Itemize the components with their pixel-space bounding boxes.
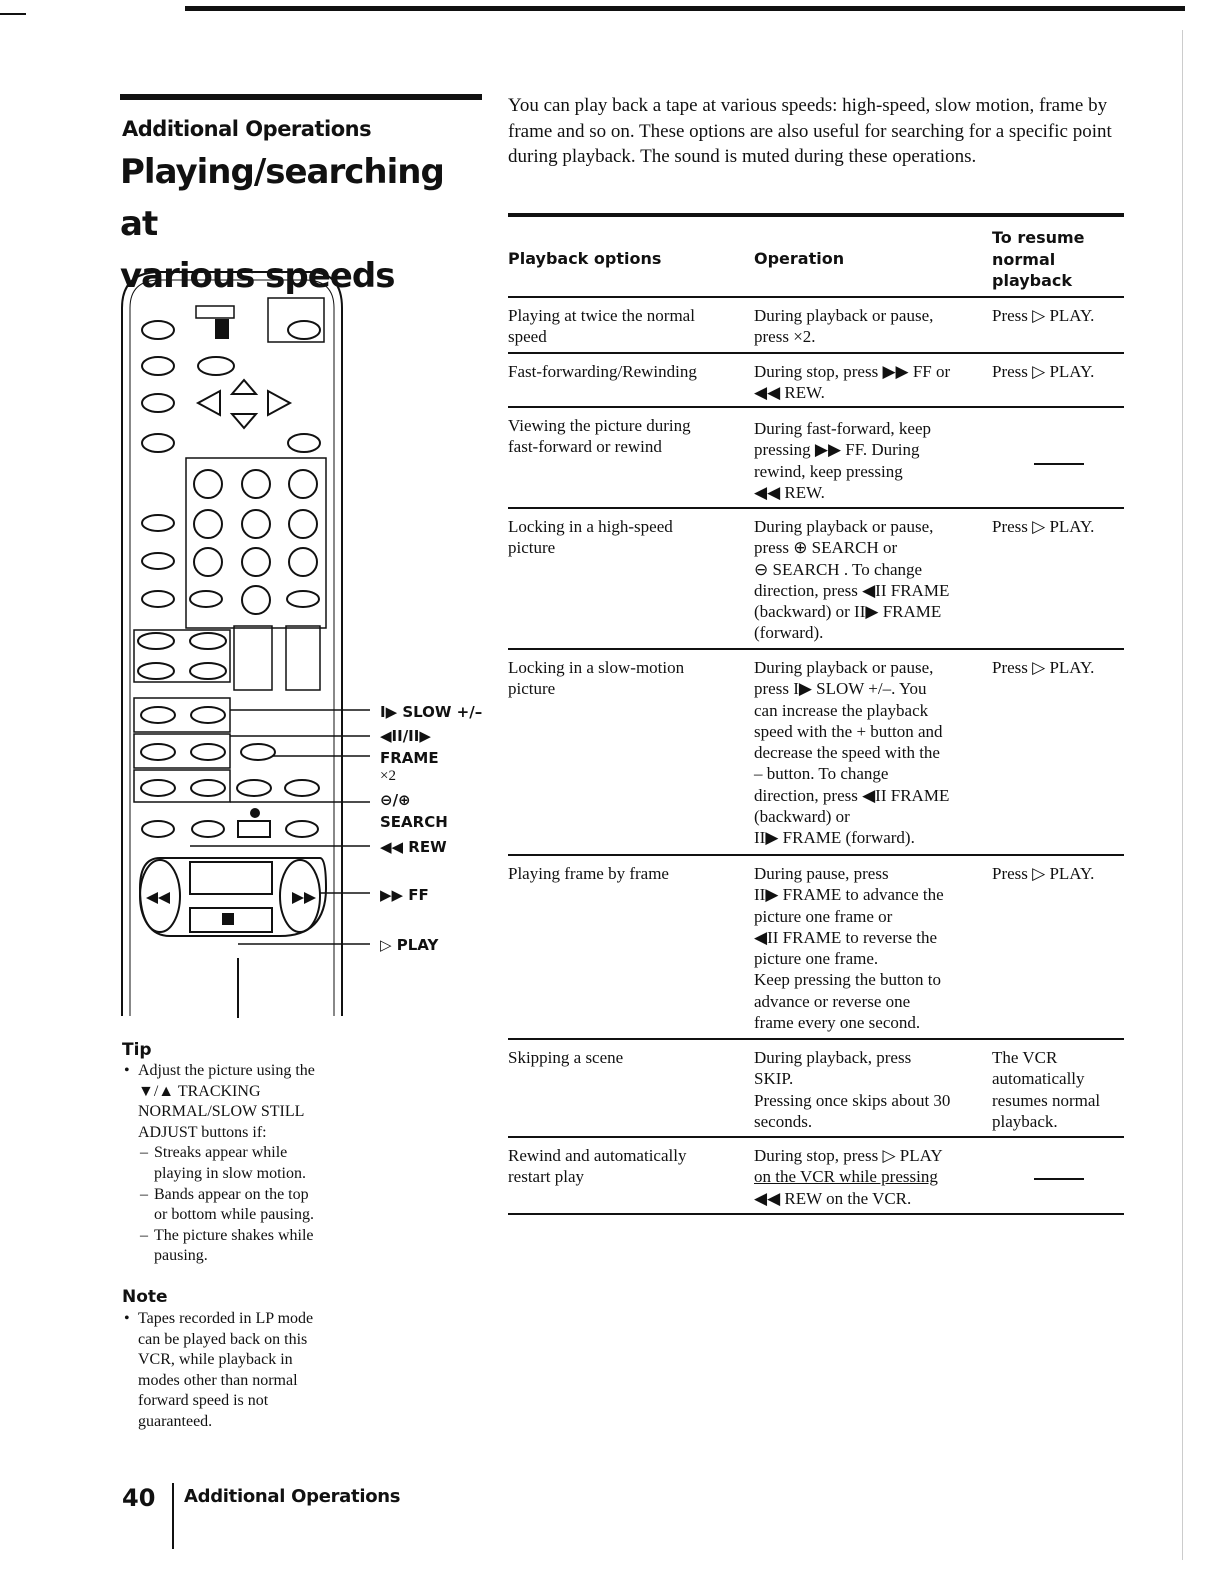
footer-section: Additional Operations xyxy=(184,1486,401,1507)
note-line: guaranteed. xyxy=(138,1412,213,1430)
tip-bullet xyxy=(122,1061,352,1143)
note-line: can be played back on this xyxy=(138,1330,308,1348)
table-row-resume xyxy=(992,305,1122,326)
table-row-option xyxy=(508,305,738,348)
table-row-option xyxy=(508,1047,738,1068)
cell-line: II▶ FRAME to advance the xyxy=(754,885,944,905)
cell-line: Keep pressing the button to xyxy=(754,970,941,990)
cell-line: pressing ▶▶ FF. During xyxy=(754,440,920,460)
cell-line: fast-forward or rewind xyxy=(508,437,662,457)
table-row-option xyxy=(508,516,738,559)
cell-line: During pause, press xyxy=(754,864,889,883)
cell-line: During playback or pause, xyxy=(754,306,934,325)
cell-line: decrease the speed with the xyxy=(754,743,940,763)
note-line: modes other than normal xyxy=(138,1371,298,1389)
cell-line: Locking in a high-speed xyxy=(508,517,673,536)
cell-line: picture one frame. xyxy=(754,949,879,969)
intro-paragraph: You can play back a tape at various speeds: high-speed, slow motion, frame by frame and so on. These options are also useful for searching for a specific point during playback. The sound is muted during these operations. xyxy=(508,95,1112,167)
table-row-operation xyxy=(754,305,979,348)
row-divider xyxy=(508,507,1124,509)
cell-line: picture xyxy=(508,679,556,699)
page-edge xyxy=(1182,30,1183,1560)
cell-line: press ×2. xyxy=(754,327,816,347)
note-bullet xyxy=(122,1309,352,1433)
row-divider xyxy=(508,1136,1124,1138)
cell-line: press I▶ SLOW +/–. You xyxy=(754,679,927,699)
row-divider xyxy=(508,648,1124,650)
table-row-operation xyxy=(754,516,979,644)
cell-line: press ⊕ SEARCH or xyxy=(754,538,898,558)
cell-line: direction, press ◀II FRAME xyxy=(754,785,950,805)
title-line-2: various speeds xyxy=(120,256,395,296)
cell-line: (backward) or xyxy=(754,807,850,827)
cell-line: Rewind and automatically xyxy=(508,1146,687,1165)
cell-line: ◀◀ REW on the VCR. xyxy=(754,1188,912,1208)
note-line: • Tapes recorded in LP mode xyxy=(138,1310,314,1327)
table-row-option xyxy=(508,1145,738,1188)
callout-frame-symbols: ◀II/II▶ xyxy=(380,727,431,745)
table-row-resume xyxy=(992,863,1122,884)
cell-line: During stop, press ▷ PLAY xyxy=(754,1146,943,1165)
tip-body xyxy=(122,1061,352,1267)
cell-line: During playback, press xyxy=(754,1048,912,1067)
table-row-option xyxy=(508,657,738,700)
cell-line: on the VCR while pressing xyxy=(754,1167,938,1187)
tip-line: – Bands appear on the top xyxy=(154,1185,309,1203)
cell-line: picture xyxy=(508,538,556,558)
table-row-resume xyxy=(992,657,1122,678)
cell-line: Viewing the picture during xyxy=(508,416,691,435)
note-line: VCR, while playback in xyxy=(138,1351,293,1369)
callout-search-word: SEARCH xyxy=(380,813,448,831)
cell-line: ◀◀ REW. xyxy=(754,482,825,502)
cell-line: speed xyxy=(508,327,547,347)
callout-frame-word: FRAME xyxy=(380,749,439,767)
cell-line: Locking in a slow-motion xyxy=(508,658,685,677)
cell-line: frame every one second. xyxy=(754,1013,921,1033)
cell-line: direction, press ◀II FRAME xyxy=(754,580,950,600)
callout-slow: I▶ SLOW +/– xyxy=(380,703,483,721)
top-rule xyxy=(185,6,1185,11)
header-resume xyxy=(992,227,1122,292)
table-row-operation xyxy=(754,361,979,404)
corner-mark xyxy=(0,13,26,15)
no-resume-dash xyxy=(1034,1178,1084,1180)
note-heading: Note xyxy=(122,1287,168,1307)
cell-line: restart play xyxy=(508,1167,584,1187)
table-row-operation xyxy=(754,1145,979,1209)
table-row-resume xyxy=(992,516,1122,537)
table-row-resume xyxy=(992,1047,1122,1132)
tip-line: • Adjust the picture using the xyxy=(138,1062,315,1079)
tip-line: ADJUST buttons if: xyxy=(138,1123,267,1141)
cell-line: Press ▷ PLAY. xyxy=(992,362,1095,381)
row-divider xyxy=(508,1038,1124,1040)
cell-line: (backward) or II▶ FRAME xyxy=(754,602,942,622)
callout-play: ▷ PLAY xyxy=(380,936,439,954)
table-row-option xyxy=(508,361,738,382)
cell-line: Press ▷ PLAY. xyxy=(992,864,1095,883)
tip-line: – The picture shakes while xyxy=(154,1226,314,1244)
cell-line: – button. To change xyxy=(754,764,889,784)
cell-line: ◀◀ REW. xyxy=(754,383,825,403)
cell-line: can increase the playback xyxy=(754,700,929,720)
table-row-resume xyxy=(992,361,1122,382)
table-top-rule xyxy=(508,213,1124,217)
table-row-option xyxy=(508,415,738,458)
row-divider xyxy=(508,352,1124,354)
tip-line: or bottom while pausing. xyxy=(154,1206,314,1224)
cell-line: During stop, press ▶▶ FF or xyxy=(754,362,951,381)
table-bottom-rule xyxy=(508,1213,1124,1215)
cell-line: During fast-forward, keep xyxy=(754,419,932,438)
row-divider xyxy=(508,854,1124,856)
cell-line: rewind, keep pressing xyxy=(754,461,903,481)
tip-heading: Tip xyxy=(122,1040,152,1060)
tip-subitem xyxy=(122,1143,352,1184)
cell-line: During playback or pause, xyxy=(754,517,934,536)
tip-subitem xyxy=(122,1185,352,1226)
cell-line: seconds. xyxy=(754,1111,813,1131)
cell-line: The VCR xyxy=(992,1048,1058,1067)
cell-line: II▶ FRAME (forward). xyxy=(754,828,915,848)
tip-line: NORMAL/SLOW STILL xyxy=(138,1103,305,1121)
section-label: Additional Operations xyxy=(122,117,372,141)
callout-x2: ×2 xyxy=(380,768,396,784)
cell-line: ◀II FRAME to reverse the xyxy=(754,927,938,947)
table-row-operation xyxy=(754,1047,979,1132)
cell-line: Pressing once skips about 30 xyxy=(754,1090,951,1110)
header-resume-line: playback xyxy=(992,271,1073,290)
header-operation: Operation xyxy=(754,249,845,268)
cell-line: resumes normal xyxy=(992,1090,1101,1110)
cell-line: Skipping a scene xyxy=(508,1048,624,1067)
remote-control-illustration xyxy=(120,268,483,1018)
cell-line: During playback or pause, xyxy=(754,658,934,677)
header-playback-options: Playback options xyxy=(508,249,662,268)
cell-line: Press ▷ PLAY. xyxy=(992,517,1095,536)
cell-line: picture one frame or xyxy=(754,906,893,926)
cell-line: Press ▷ PLAY. xyxy=(992,306,1095,325)
table-row-operation xyxy=(754,863,979,1033)
tip-line: playing in slow motion. xyxy=(154,1164,306,1182)
header-resume-line: To resume xyxy=(992,228,1085,247)
table-row-operation xyxy=(754,418,979,503)
section-rule xyxy=(120,94,482,100)
cell-line: SKIP. xyxy=(754,1069,794,1089)
tip-line: ▼/▲ TRACKING xyxy=(138,1082,261,1100)
note-body xyxy=(122,1309,352,1433)
cell-line: advance or reverse one xyxy=(754,991,911,1011)
cell-line: Playing frame by frame xyxy=(508,864,669,883)
header-resume-line: normal xyxy=(992,249,1056,269)
title-line-1: Playing/searching at xyxy=(120,152,444,244)
cell-line: Playing at twice the normal xyxy=(508,306,695,325)
tip-line: – Streaks appear while xyxy=(154,1144,288,1162)
cell-line: playback. xyxy=(992,1111,1058,1131)
note-line: forward speed is not xyxy=(138,1392,269,1410)
table-row-option xyxy=(508,863,738,884)
callout-search-symbols: ⊖/⊕ xyxy=(380,791,411,809)
cell-line: automatically xyxy=(992,1069,1085,1089)
no-resume-dash xyxy=(1034,463,1084,465)
cell-line: Press ▷ PLAY. xyxy=(992,658,1095,677)
page-number: 40 xyxy=(122,1484,156,1512)
cell-line: (forward). xyxy=(754,623,824,643)
table-row-operation xyxy=(754,657,979,849)
callout-ff: ▶▶ FF xyxy=(380,886,429,904)
cell-line: speed with the + button and xyxy=(754,721,943,741)
callout-rew: ◀◀ REW xyxy=(380,838,447,856)
row-divider xyxy=(508,406,1124,408)
cell-line: ⊖ SEARCH . To change xyxy=(754,559,923,579)
row-divider xyxy=(508,296,1124,298)
cell-line: Fast-forwarding/Rewinding xyxy=(508,362,697,381)
tip-line: pausing. xyxy=(154,1247,208,1265)
footer-divider xyxy=(172,1483,174,1549)
tip-subitem xyxy=(122,1226,352,1267)
